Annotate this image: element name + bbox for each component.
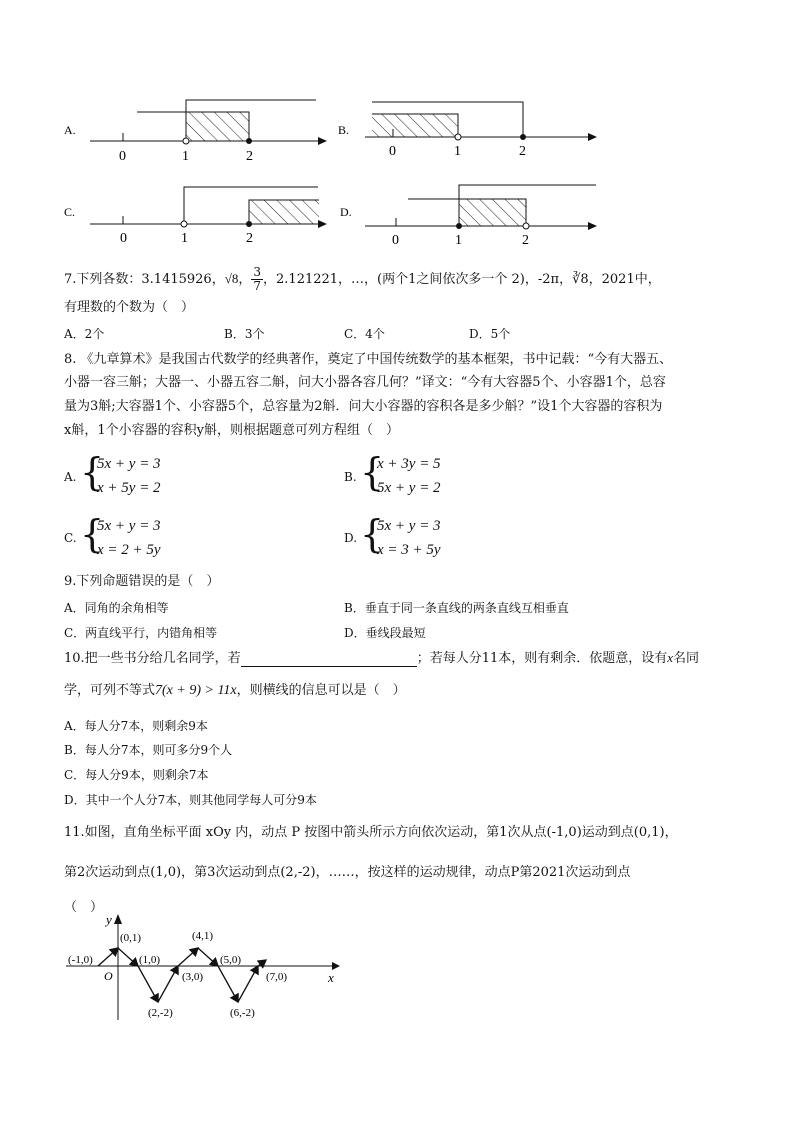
q8-line1: 8. 《九章算术》是我国古代数学的经典著作，奠定了中国传统数学的基本框架，书中记载：“今有大器五、 (64, 352, 673, 367)
q11-line2: 第2次运动到点(1,0)，第3次运动到点(2,-2)，……，按这样的运动规律，动点P第2021次运动到点 (64, 865, 631, 880)
point-label: (4,1) (192, 930, 214, 942)
q7-option-d[interactable]: D．5个 (469, 327, 511, 341)
q8-option-label: B. (344, 470, 357, 484)
tick-0: 0 (119, 149, 126, 164)
q9-stem: 9.下列命题错误的是（ ） (64, 574, 220, 589)
x-axis-label: x (328, 970, 334, 985)
q10-option-a[interactable]: A．每人分7本，则剩余9本 (64, 719, 208, 733)
point-label: (3,0) (182, 971, 204, 983)
tick-2: 2 (246, 231, 253, 246)
equation-1: 5x + y = 3 (97, 518, 161, 534)
point-label: (2,-2) (148, 1007, 173, 1019)
q10-line2: 学，可列不等式7(x + 9) > 11x，则横线的信息可以是（ ） (64, 683, 406, 698)
segment-8 (238, 966, 258, 1002)
tick-0: 0 (392, 233, 399, 248)
tick-2: 2 (246, 149, 253, 164)
inequality: 7(x + 9) > 11x (155, 683, 237, 698)
tick-1: 1 (454, 144, 461, 159)
q8-line2: 小器一容三斛；大器一、小器五容二斛，问大小器各容几何？”译文：“今有大容器5个、小容器1个，总容 (64, 375, 666, 390)
equation-2: x + 5y = 2 (97, 480, 161, 496)
tick-1: 1 (181, 231, 188, 246)
q10-line1: 10.把一些书分给几名同学，若 ；若每人分11本，则有剩余．依题意，设有x名同 (64, 650, 700, 666)
option-label-c: C. (64, 205, 76, 219)
cbrt8: ∛8 (572, 272, 589, 287)
numberline-d[interactable] (340, 185, 597, 248)
origin-label: O (104, 969, 113, 983)
point-label: (1,0) (139, 954, 161, 966)
equation-1: 5x + y = 3 (377, 518, 441, 534)
q8-option-label: D. (344, 531, 358, 545)
q7-option-c[interactable]: C．4个 (344, 327, 385, 341)
q8-option-label: A. (64, 470, 77, 484)
equation-1: x + 3y = 5 (377, 456, 441, 472)
q11-line1: 11.如图，直角坐标平面 xOy 内，动点 P 按图中箭头所示方向依次运动，第1次从点(-1,0)运动到点(0,1)， (64, 825, 678, 840)
q9-option-a[interactable]: A．同角的余角相等 (64, 601, 169, 615)
tick-1: 1 (182, 149, 189, 164)
point-label: (0,1) (120, 932, 142, 944)
q9-option-d[interactable]: D．垂线段最短 (344, 626, 426, 640)
y-axis-label: y (106, 912, 112, 927)
q9-option-c[interactable]: C．两直线平行，内错角相等 (64, 626, 218, 640)
option-label-a: A. (64, 123, 76, 137)
numberline-b[interactable] (338, 102, 597, 159)
q7-option-b[interactable]: B．3个 (224, 327, 265, 341)
segment-3 (138, 966, 158, 1002)
point-label: (-1,0) (68, 954, 93, 966)
equation-1: 5x + y = 3 (97, 456, 161, 472)
point-label: (7,0) (266, 971, 288, 983)
numberline-options (0, 0, 794, 260)
segment-6 (198, 948, 218, 966)
q9-option-b[interactable]: B．垂直于同一条直线的两条直线互相垂直 (344, 601, 569, 615)
q10-option-c[interactable]: C．每人分9本，则剩余7本 (64, 768, 209, 782)
sqrt8: √8 (224, 271, 239, 286)
zigzag-graph (60, 910, 360, 1030)
numberline-c[interactable] (64, 187, 327, 246)
segment-2 (118, 948, 138, 966)
q10-option-b[interactable]: B．每人分7本，则可多分9个人 (64, 743, 233, 757)
point-label: (6,-2) (230, 1007, 255, 1019)
q8-line3: 量为3斛;大容器1个、小容器5个，总容量为2斛．问大小容器的容积各是多少斛？”设1个大容器的容积为 (64, 399, 663, 414)
segment-4 (158, 966, 178, 1002)
tick-2: 2 (519, 144, 526, 159)
tick-2: 2 (522, 233, 529, 248)
segment-1 (98, 948, 118, 966)
fraction-3-7: $\frac{3}{7}$ (253, 265, 262, 293)
tick-1: 1 (455, 233, 462, 248)
point-label: (5,0) (220, 954, 242, 966)
equation-2: x = 2 + 5y (97, 542, 161, 558)
answer-blank[interactable] (241, 654, 417, 667)
tick-0: 0 (389, 144, 396, 159)
option-label-d: D. (340, 205, 352, 219)
brace-icon: { (360, 450, 385, 494)
equation-2: x = 3 + 5y (377, 542, 441, 558)
q7-line2: 有理数的个数为（ ） (64, 300, 195, 315)
q7-option-a[interactable]: A．2个 (64, 327, 105, 341)
q11-line3: （ ） (64, 900, 104, 915)
q10-option-d[interactable]: D．其中一个人分7本，则其他同学每人可分9本 (64, 793, 317, 807)
brace-icon: { (80, 512, 105, 556)
segment-9 (258, 960, 266, 966)
option-label-b: B. (338, 123, 350, 137)
numberline-a[interactable] (64, 100, 327, 164)
q8-option-label: C. (64, 531, 77, 545)
brace-icon: { (80, 450, 105, 494)
tick-0: 0 (120, 231, 127, 246)
q7-line1: 7.下列各数：3.1415926，√8， $\frac{3}{7}$ ，2.121221，…，(两个1之间依次多一个 2)，-2π，∛8，2021中， (64, 265, 661, 293)
brace-icon: { (360, 512, 385, 556)
segment-5 (178, 948, 198, 966)
q8-line4: x斛，1个小容器的容积y斛，则根据题意可列方程组（ ） (64, 423, 399, 438)
segment-7 (218, 966, 238, 1002)
equation-2: 5x + y = 2 (377, 480, 441, 496)
